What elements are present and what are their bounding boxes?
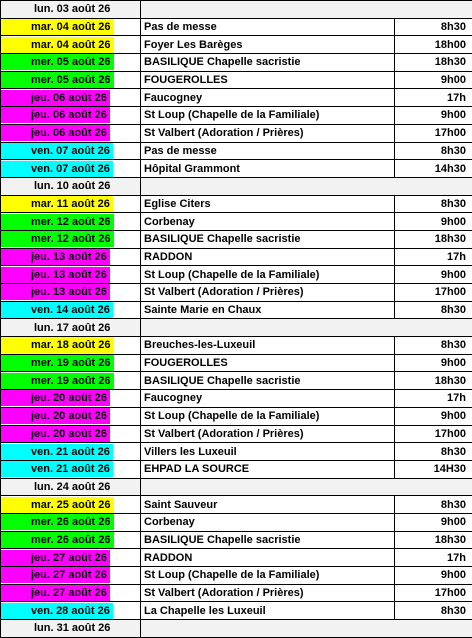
location-cell: EHPAD LA SOURCE (141, 460, 395, 478)
week-start-date (1, 177, 141, 195)
time-cell: 8h30 (395, 195, 472, 213)
date-cell (1, 230, 141, 248)
time-cell: 17h (395, 549, 472, 567)
location-cell: Corbenay (141, 513, 395, 531)
time-cell: 17h00 (395, 584, 472, 602)
time-cell: 8h30 (395, 142, 472, 160)
highlighted-date: jeu. 20 août 26 (1, 390, 110, 406)
highlighted-date: mer. 19 août 26 (1, 355, 114, 371)
highlighted-date: ven. 14 août 26 (1, 302, 113, 318)
highlighted-date: mer. 05 août 26 (1, 72, 114, 88)
schedule-row (1, 301, 472, 319)
time-cell: 18h00 (395, 36, 472, 54)
highlighted-date: mer. 05 août 26 (1, 54, 114, 70)
highlighted-date: ven. 07 août 26 (1, 143, 113, 159)
time-cell: 9h00 (395, 567, 472, 585)
highlighted-date: mar. 04 août 26 (1, 37, 114, 53)
schedule-row (1, 584, 472, 602)
week-separator-row (1, 319, 472, 337)
schedule-row (1, 124, 472, 142)
location-cell: Faucogney (141, 89, 395, 107)
time-cell: 8h30 (395, 602, 472, 620)
highlighted-date: jeu. 06 août 26 (1, 125, 110, 141)
highlighted-date: jeu. 06 août 26 (1, 90, 110, 106)
time-cell: 8h30 (395, 18, 472, 36)
location-cell: St Valbert (Adoration / Prières) (141, 124, 395, 142)
schedule-row (1, 460, 472, 478)
time-cell: 17h (395, 390, 472, 408)
date-cell (1, 496, 141, 514)
location-cell: St Loup (Chapelle de la Familiale) (141, 407, 395, 425)
date-cell (1, 160, 141, 178)
week-start-date (1, 620, 141, 638)
date-text: lun. 10 août 26 (1, 178, 110, 194)
schedule-row (1, 513, 472, 531)
highlighted-date: jeu. 13 août 26 (1, 267, 110, 283)
schedule-row (1, 248, 472, 266)
location-cell: St Loup (Chapelle de la Familiale) (141, 107, 395, 125)
time-cell: 9h00 (395, 71, 472, 89)
time-cell: 18h30 (395, 531, 472, 549)
date-cell (1, 549, 141, 567)
date-cell (1, 354, 141, 372)
location-cell: Pas de messe (141, 18, 395, 36)
date-cell (1, 301, 141, 319)
week-separator-row (1, 620, 472, 638)
time-cell: 17h00 (395, 425, 472, 443)
date-cell (1, 107, 141, 125)
location-cell: FOUGEROLLES (141, 71, 395, 89)
location-cell: RADDON (141, 549, 395, 567)
location-cell: Foyer Les Barèges (141, 36, 395, 54)
schedule-row (1, 160, 472, 178)
location-cell: BASILIQUE Chapelle sacristie (141, 230, 395, 248)
location-cell: St Valbert (Adoration / Prières) (141, 284, 395, 302)
date-cell (1, 266, 141, 284)
date-text: lun. 17 août 26 (1, 320, 110, 336)
schedule-row (1, 407, 472, 425)
highlighted-date: ven. 28 août 26 (1, 603, 113, 619)
schedule-row (1, 531, 472, 549)
highlighted-date: jeu. 06 août 26 (1, 107, 110, 123)
highlighted-date: jeu. 27 août 26 (1, 567, 110, 583)
date-cell (1, 195, 141, 213)
schedule-row (1, 496, 472, 514)
location-cell: St Valbert (Adoration / Prières) (141, 425, 395, 443)
location-cell: RADDON (141, 248, 395, 266)
location-cell: Corbenay (141, 213, 395, 231)
highlighted-date: jeu. 13 août 26 (1, 249, 110, 265)
schedule-row (1, 89, 472, 107)
week-separator-row (1, 1, 472, 19)
date-cell (1, 460, 141, 478)
schedule-row (1, 195, 472, 213)
empty-cell (141, 1, 472, 19)
highlighted-date: mar. 25 août 26 (1, 497, 114, 513)
location-cell: St Loup (Chapelle de la Familiale) (141, 266, 395, 284)
date-cell (1, 54, 141, 72)
date-cell (1, 531, 141, 549)
location-cell: BASILIQUE Chapelle sacristie (141, 372, 395, 390)
date-cell (1, 89, 141, 107)
time-cell: 8h30 (395, 301, 472, 319)
highlighted-date: jeu. 13 août 26 (1, 284, 110, 300)
highlighted-date: mar. 11 août 26 (1, 196, 113, 212)
schedule-row (1, 54, 472, 72)
schedule-row (1, 337, 472, 355)
time-cell: 17h00 (395, 124, 472, 142)
date-cell (1, 71, 141, 89)
schedule-row (1, 443, 472, 461)
schedule-row (1, 549, 472, 567)
highlighted-date: mer. 12 août 26 (1, 214, 114, 230)
location-cell: Hôpital Grammont (141, 160, 395, 178)
date-cell (1, 36, 141, 54)
highlighted-date: mer. 26 août 26 (1, 532, 114, 548)
date-cell (1, 213, 141, 231)
location-cell: FOUGEROLLES (141, 354, 395, 372)
week-separator-row (1, 177, 472, 195)
schedule-row (1, 390, 472, 408)
empty-cell (141, 319, 472, 337)
week-start-date (1, 1, 141, 19)
location-cell: La Chapelle les Luxeuil (141, 602, 395, 620)
location-cell: Pas de messe (141, 142, 395, 160)
date-text: lun. 03 août 26 (1, 1, 110, 17)
highlighted-date: mer. 12 août 26 (1, 231, 114, 247)
schedule-row (1, 372, 472, 390)
empty-cell (141, 478, 472, 496)
schedule-row (1, 71, 472, 89)
time-cell: 14H30 (395, 460, 472, 478)
date-cell (1, 513, 141, 531)
schedule-row (1, 230, 472, 248)
date-text: lun. 24 août 26 (1, 479, 110, 495)
time-cell: 18h30 (395, 54, 472, 72)
empty-cell (141, 177, 472, 195)
date-cell (1, 584, 141, 602)
location-cell: Sainte Marie en Chaux (141, 301, 395, 319)
schedule-row (1, 602, 472, 620)
time-cell: 9h00 (395, 266, 472, 284)
location-cell: Faucogney (141, 390, 395, 408)
schedule-row (1, 18, 472, 36)
time-cell: 9h00 (395, 354, 472, 372)
date-cell (1, 284, 141, 302)
highlighted-date: jeu. 27 août 26 (1, 585, 110, 601)
time-cell: 17h (395, 248, 472, 266)
schedule-row (1, 284, 472, 302)
time-cell: 8h30 (395, 496, 472, 514)
highlighted-date: jeu. 27 août 26 (1, 550, 110, 566)
schedule-row (1, 425, 472, 443)
week-start-date (1, 319, 141, 337)
highlighted-date: jeu. 20 août 26 (1, 408, 110, 424)
schedule-row (1, 266, 472, 284)
location-cell: Villers les Luxeuil (141, 443, 395, 461)
schedule-row (1, 354, 472, 372)
location-cell: St Valbert (Adoration / Prières) (141, 584, 395, 602)
time-cell: 8h30 (395, 337, 472, 355)
time-cell: 8h30 (395, 443, 472, 461)
schedule-row (1, 567, 472, 585)
week-start-date (1, 478, 141, 496)
time-cell: 18h30 (395, 372, 472, 390)
date-cell (1, 337, 141, 355)
schedule-row (1, 142, 472, 160)
location-cell: Saint Sauveur (141, 496, 395, 514)
date-cell (1, 407, 141, 425)
schedule-row (1, 107, 472, 125)
date-cell (1, 390, 141, 408)
time-cell: 17h (395, 89, 472, 107)
highlighted-date: mer. 26 août 26 (1, 514, 114, 530)
highlighted-date: ven. 07 août 26 (1, 161, 113, 177)
highlighted-date: mar. 18 août 26 (1, 337, 114, 353)
date-cell (1, 425, 141, 443)
time-cell: 9h00 (395, 407, 472, 425)
time-cell: 17h00 (395, 284, 472, 302)
date-cell (1, 443, 141, 461)
time-cell: 18h30 (395, 230, 472, 248)
date-cell (1, 372, 141, 390)
empty-cell (141, 620, 472, 638)
time-cell: 9h00 (395, 107, 472, 125)
time-cell: 9h00 (395, 213, 472, 231)
week-separator-row (1, 478, 472, 496)
location-cell: BASILIQUE Chapelle sacristie (141, 54, 395, 72)
highlighted-date: mar. 04 août 26 (1, 19, 114, 35)
date-cell (1, 18, 141, 36)
schedule-body (1, 1, 472, 638)
date-cell (1, 248, 141, 266)
date-cell (1, 142, 141, 160)
time-cell: 14h30 (395, 160, 472, 178)
date-cell (1, 124, 141, 142)
location-cell: St Loup (Chapelle de la Familiale) (141, 567, 395, 585)
location-cell: BASILIQUE Chapelle sacristie (141, 531, 395, 549)
highlighted-date: mer. 19 août 26 (1, 373, 114, 389)
schedule-row (1, 213, 472, 231)
highlighted-date: ven. 21 août 26 (1, 461, 113, 477)
time-cell: 9h00 (395, 513, 472, 531)
location-cell: Eglise Citers (141, 195, 395, 213)
schedule-row (1, 36, 472, 54)
location-cell: Breuches-les-Luxeuil (141, 337, 395, 355)
date-cell (1, 602, 141, 620)
highlighted-date: ven. 21 août 26 (1, 444, 113, 460)
date-text: lun. 31 août 26 (1, 620, 110, 636)
date-cell (1, 567, 141, 585)
highlighted-date: jeu. 20 août 26 (1, 426, 110, 442)
